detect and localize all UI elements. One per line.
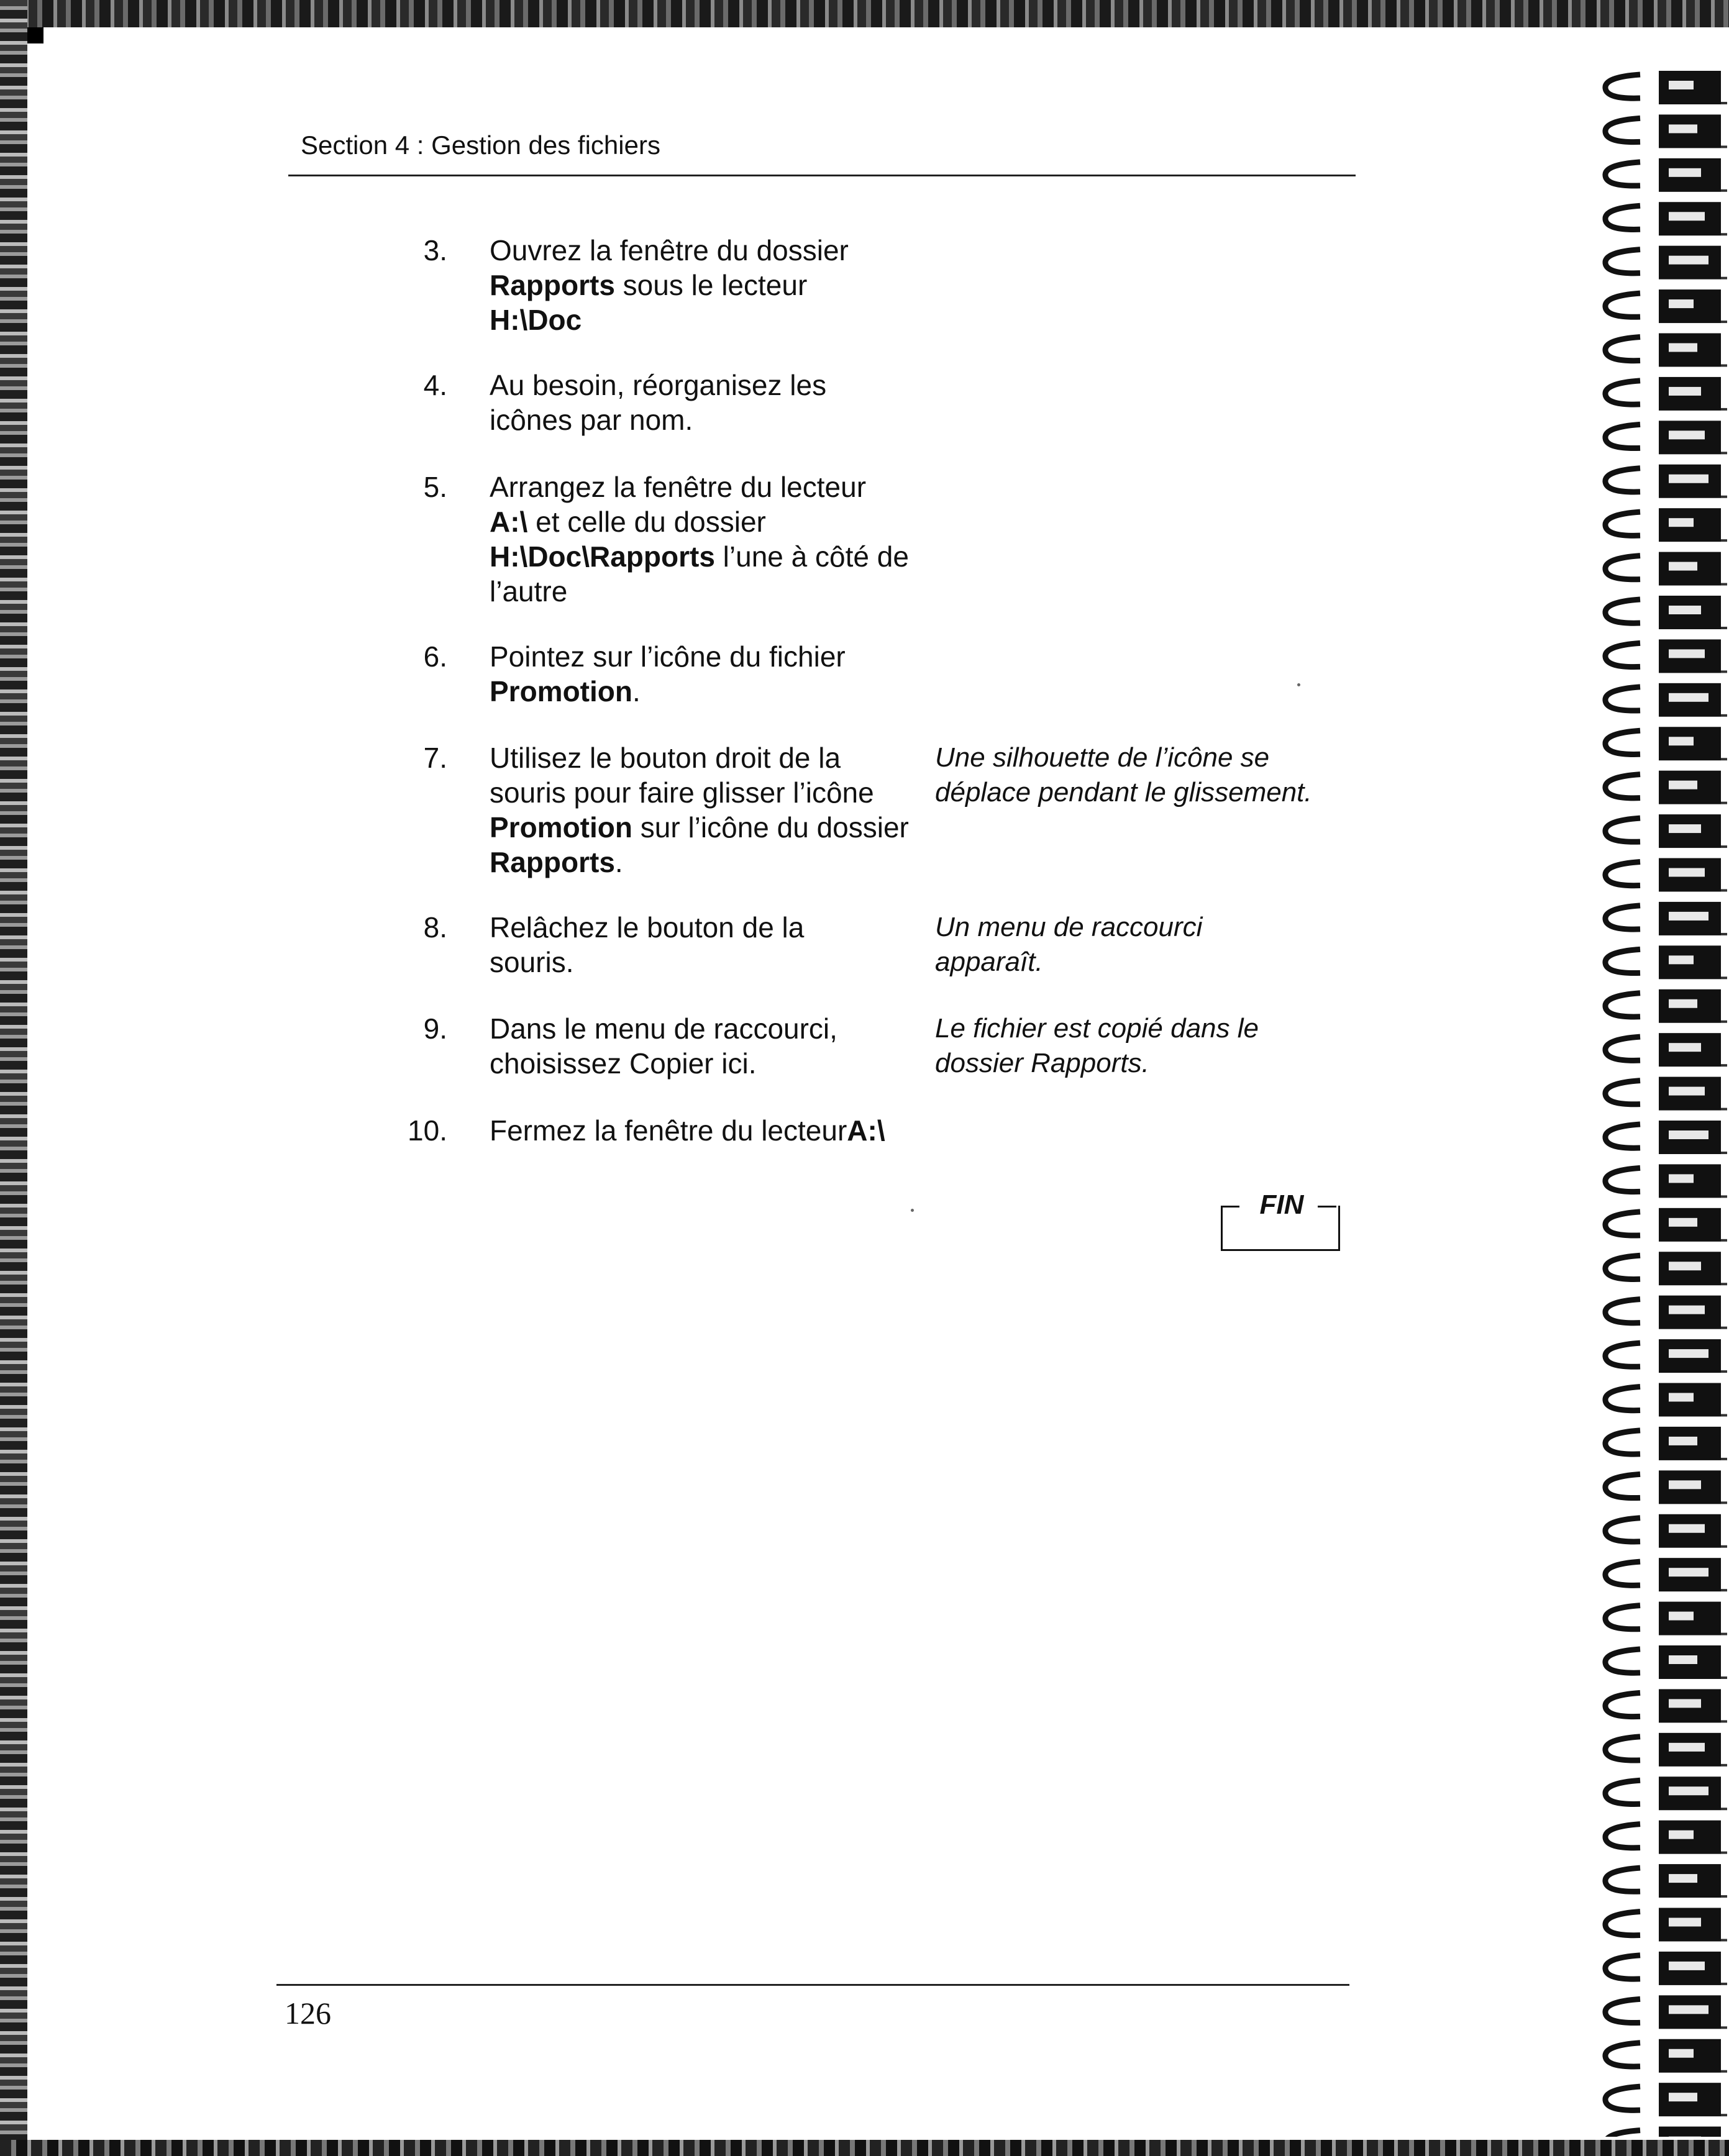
end-marker: [1221, 1189, 1339, 1252]
binding-ring: [1605, 2039, 1727, 2073]
binding-ring: [1605, 289, 1727, 323]
binding-ring: [1605, 552, 1727, 586]
end-marker-label: FIN: [1259, 1189, 1304, 1220]
binding-ring: [1605, 1995, 1727, 2029]
step-instruction: Dans le menu de raccourci, choisissez Copier ici.: [490, 1012, 837, 1080]
binding-ring: [1605, 377, 1727, 411]
binding-ring: [1605, 1558, 1727, 1591]
step-number: 4.: [423, 369, 447, 401]
binding-ring: [1605, 114, 1727, 148]
step-number: 3.: [423, 234, 447, 266]
binding-ring: [1605, 1339, 1727, 1373]
binding-ring: [1605, 1864, 1727, 1898]
step-number: 10.: [408, 1114, 447, 1147]
binding-ring: [1605, 683, 1727, 717]
binding-ring: [1605, 1252, 1727, 1285]
binding-ring: [1605, 2083, 1727, 2116]
step-instruction: Ouvrez la fenêtre du dossier Rapports sous le lecteur H:\Doc: [490, 234, 849, 336]
footer-rule: [276, 1984, 1349, 1986]
binding-ring: [1605, 1164, 1727, 1198]
step-instruction: Pointez sur l’icône du fichier Promotion.: [490, 640, 846, 707]
binding-ring: [1605, 202, 1727, 235]
page-corner: [27, 27, 43, 43]
binding-ring: [1605, 1383, 1727, 1417]
binding-ring: [1605, 158, 1727, 192]
binding-ring: [1605, 246, 1727, 280]
step-number: 7.: [423, 742, 447, 774]
scan-border-bottom: [0, 2140, 1729, 2156]
scan-speck: [1297, 683, 1300, 686]
binding-ring: [1605, 902, 1727, 935]
binding-ring: [1605, 421, 1727, 454]
binding-ring: [1605, 727, 1727, 760]
step-number: 6.: [423, 640, 447, 673]
binding-ring: [1605, 1908, 1727, 1942]
step-number: 9.: [423, 1012, 447, 1045]
binding-ring: [1605, 1952, 1727, 1985]
binding-ring: [1605, 1208, 1727, 1242]
header-rule: [288, 175, 1356, 176]
step-result: Une silhouette de l’icône se déplace pendant le glissement.: [935, 742, 1312, 807]
binding-ring: [1605, 1296, 1727, 1329]
step-number: 5.: [423, 471, 447, 503]
step-instruction: Utilisez le bouton droit de la souris pour faire glisser l’icône Promotion sur l’icône du dossier Rapports.: [490, 742, 909, 878]
binding-ring: [1605, 1733, 1727, 1767]
step-result: Un menu de raccourci apparaît.: [935, 912, 1203, 977]
step-instruction: Fermez la fenêtre du lecteurA:\: [490, 1114, 885, 1147]
binding-ring: [1605, 1689, 1727, 1722]
binding-ring: [1605, 71, 1727, 104]
binding-ring: [1605, 945, 1727, 979]
binding-ring: [1605, 1514, 1727, 1548]
binding-ring: [1605, 1077, 1727, 1111]
binding-ring: [1605, 858, 1727, 892]
binding-ring: [1605, 1602, 1727, 1635]
scan-border-top: [0, 0, 1729, 27]
binding-ring: [1605, 508, 1727, 542]
step-result: Le fichier est copié dans le dossier Rapports.: [935, 1013, 1259, 1078]
binding-ring: [1605, 1470, 1727, 1504]
scan-border-left: [0, 0, 27, 2156]
binding-ring: [1605, 1427, 1727, 1460]
binding-ring: [1605, 596, 1727, 629]
binding-ring: [1605, 1645, 1727, 1679]
binding-ring: [1605, 1821, 1727, 1854]
spiral-binding: [1597, 25, 1729, 2137]
section-header: Section 4 : Gestion des fichiers: [301, 130, 660, 160]
binding-ring: [1605, 1033, 1727, 1067]
step-instruction: Au besoin, réorganisez les icônes par nom.: [490, 369, 827, 436]
binding-ring: [1605, 639, 1727, 673]
binding-ring: [1605, 334, 1727, 367]
binding-ring: [1605, 771, 1727, 804]
scan-speck: [911, 1209, 914, 1212]
step-instruction: Arrangez la fenêtre du lecteur A:\ et celle du dossier H:\Doc\Rapports l’une à côté de l’autre: [490, 471, 909, 607]
binding-ring: [1605, 465, 1727, 498]
binding-ring: [1605, 1121, 1727, 1154]
step-instruction: Relâchez le bouton de la souris.: [490, 911, 805, 978]
binding-ring: [1605, 2127, 1727, 2137]
page-number: 126: [285, 1996, 331, 2031]
step-number: 8.: [423, 911, 447, 944]
binding-ring: [1605, 814, 1727, 848]
binding-ring: [1605, 989, 1727, 1023]
binding-ring: [1605, 1776, 1727, 1810]
